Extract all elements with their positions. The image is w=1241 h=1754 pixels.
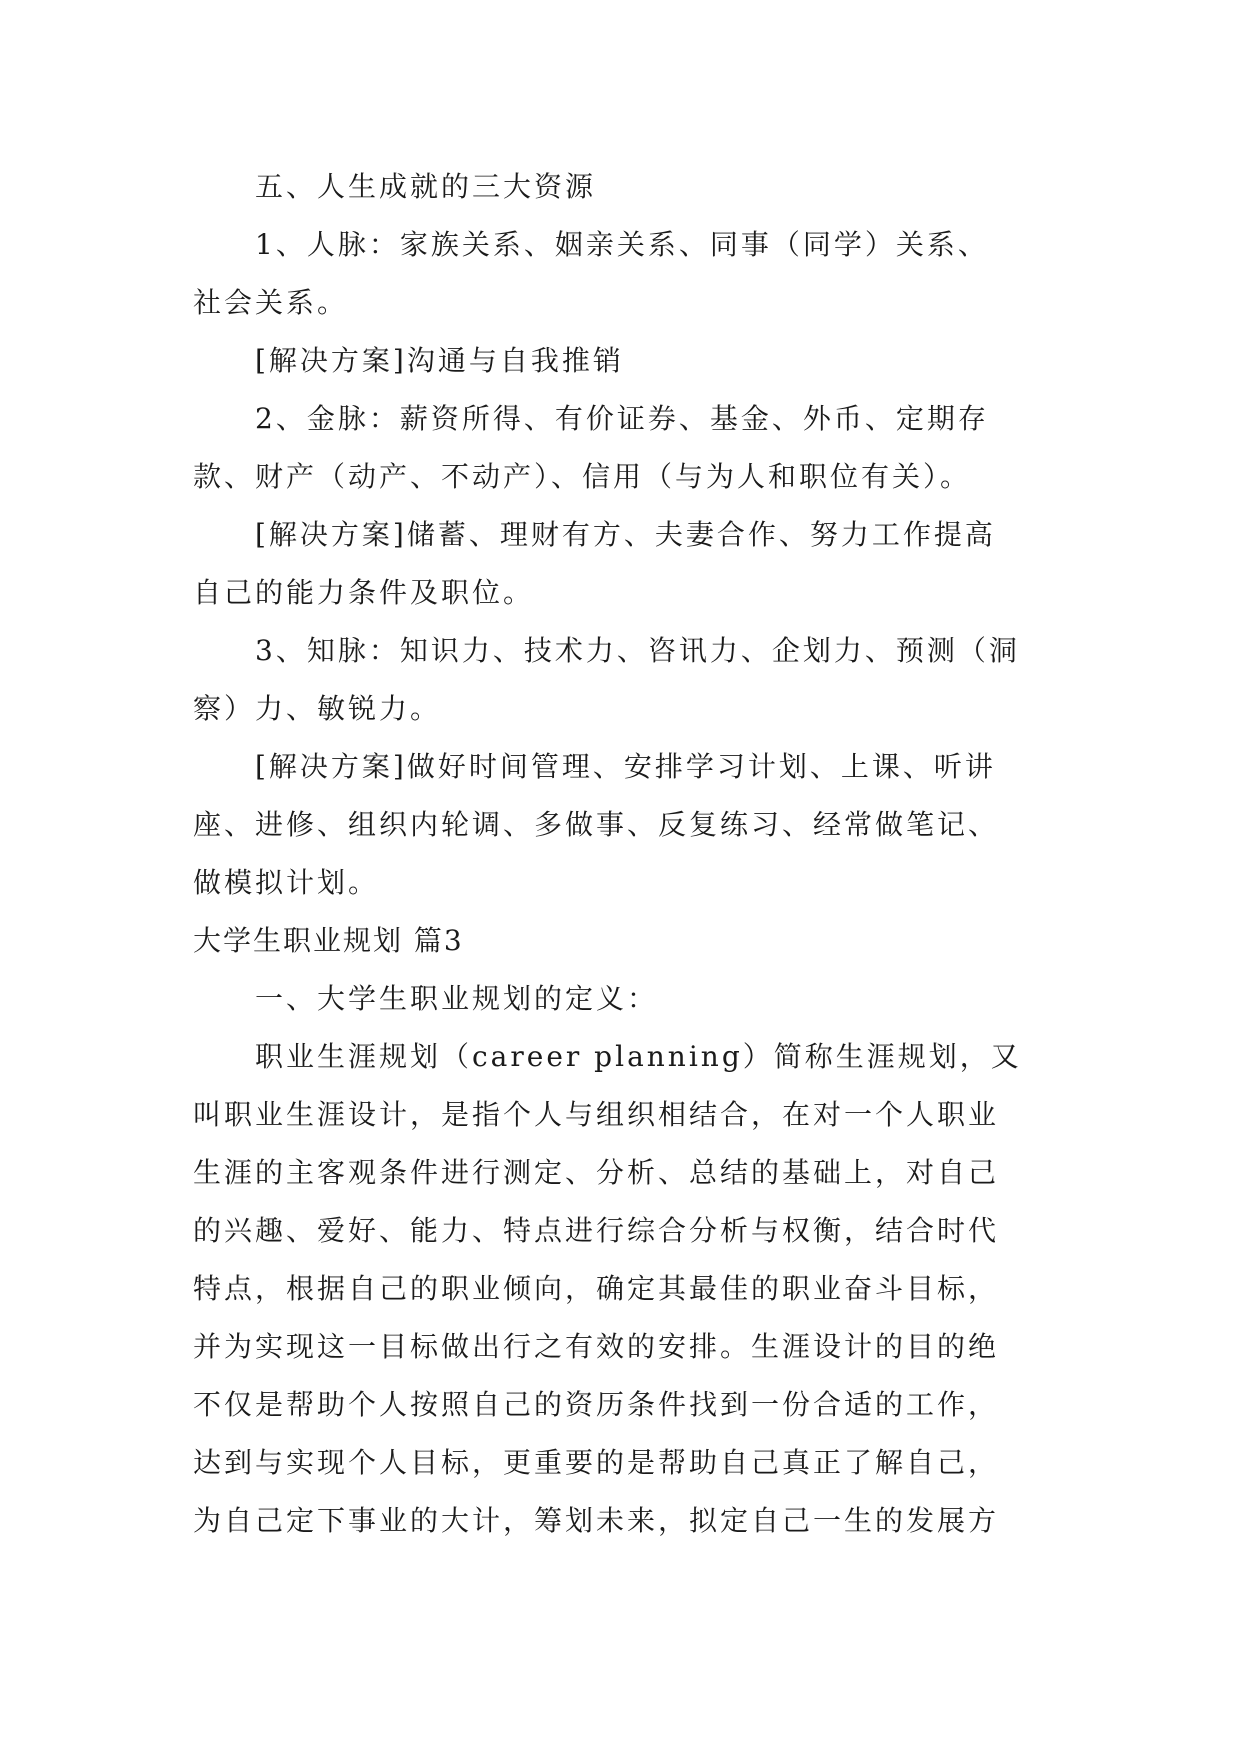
paragraph-line: 叫职业生涯设计，是指个人与组织相结合，在对一个人职业 xyxy=(193,1098,1000,1131)
paragraph-line: 不仅是帮助个人按照自己的资历条件找到一份合适的工作， xyxy=(193,1388,1000,1421)
paragraph-line: 察）力、敏锐力。 xyxy=(193,692,442,725)
paragraph-line: 达到与实现个人目标，更重要的是帮助自己真正了解自己， xyxy=(193,1446,1000,1479)
paragraph-line: 并为实现这一目标做出行之有效的安排。生涯设计的目的绝 xyxy=(193,1330,1000,1363)
paragraph-line: [解决方案]储蓄、理财有方、夫妻合作、努力工作提高 xyxy=(255,518,996,551)
paragraph-line: 2、金脉：薪资所得、有价证券、基金、外币、定期存 xyxy=(255,402,989,435)
paragraph-line: 3、知脉：知识力、技术力、咨讯力、企划力、预测（洞 xyxy=(255,634,1020,667)
paragraph-line: 社会关系。 xyxy=(193,286,349,319)
paragraph-line: 自己的能力条件及职位。 xyxy=(193,576,535,609)
paragraph-line: 生涯的主客观条件进行测定、分析、总结的基础上，对自己 xyxy=(193,1156,1000,1189)
section-heading: 五、人生成就的三大资源 xyxy=(255,170,597,203)
paragraph-line: [解决方案]做好时间管理、安排学习计划、上课、听讲 xyxy=(255,750,996,783)
paragraph-line: 为自己定下事业的大计，筹划未来，拟定自己一生的发展方 xyxy=(193,1504,1000,1537)
article-heading: 大学生职业规划 篇3 xyxy=(193,924,464,957)
paragraph-line: 的兴趣、爱好、能力、特点进行综合分析与权衡，结合时代 xyxy=(193,1214,1000,1247)
paragraph-line: [解决方案]沟通与自我推销 xyxy=(255,344,624,377)
paragraph-line: 特点，根据自己的职业倾向，确定其最佳的职业奋斗目标， xyxy=(193,1272,1000,1305)
document-body xyxy=(193,158,1073,1550)
section-heading: 一、大学生职业规划的定义： xyxy=(255,982,659,1015)
paragraph-line: 职业生涯规划（career planning）简称生涯规划，又 xyxy=(255,1040,1022,1073)
paragraph-line: 座、进修、组织内轮调、多做事、反复练习、经常做笔记、 xyxy=(193,808,1000,841)
paragraph-line: 款、财产（动产、不动产）、信用（与为人和职位有关）。 xyxy=(193,460,972,493)
paragraph-line: 1、人脉：家族关系、姻亲关系、同事（同学）关系、 xyxy=(255,228,989,261)
paragraph-line: 做模拟计划。 xyxy=(193,866,380,899)
